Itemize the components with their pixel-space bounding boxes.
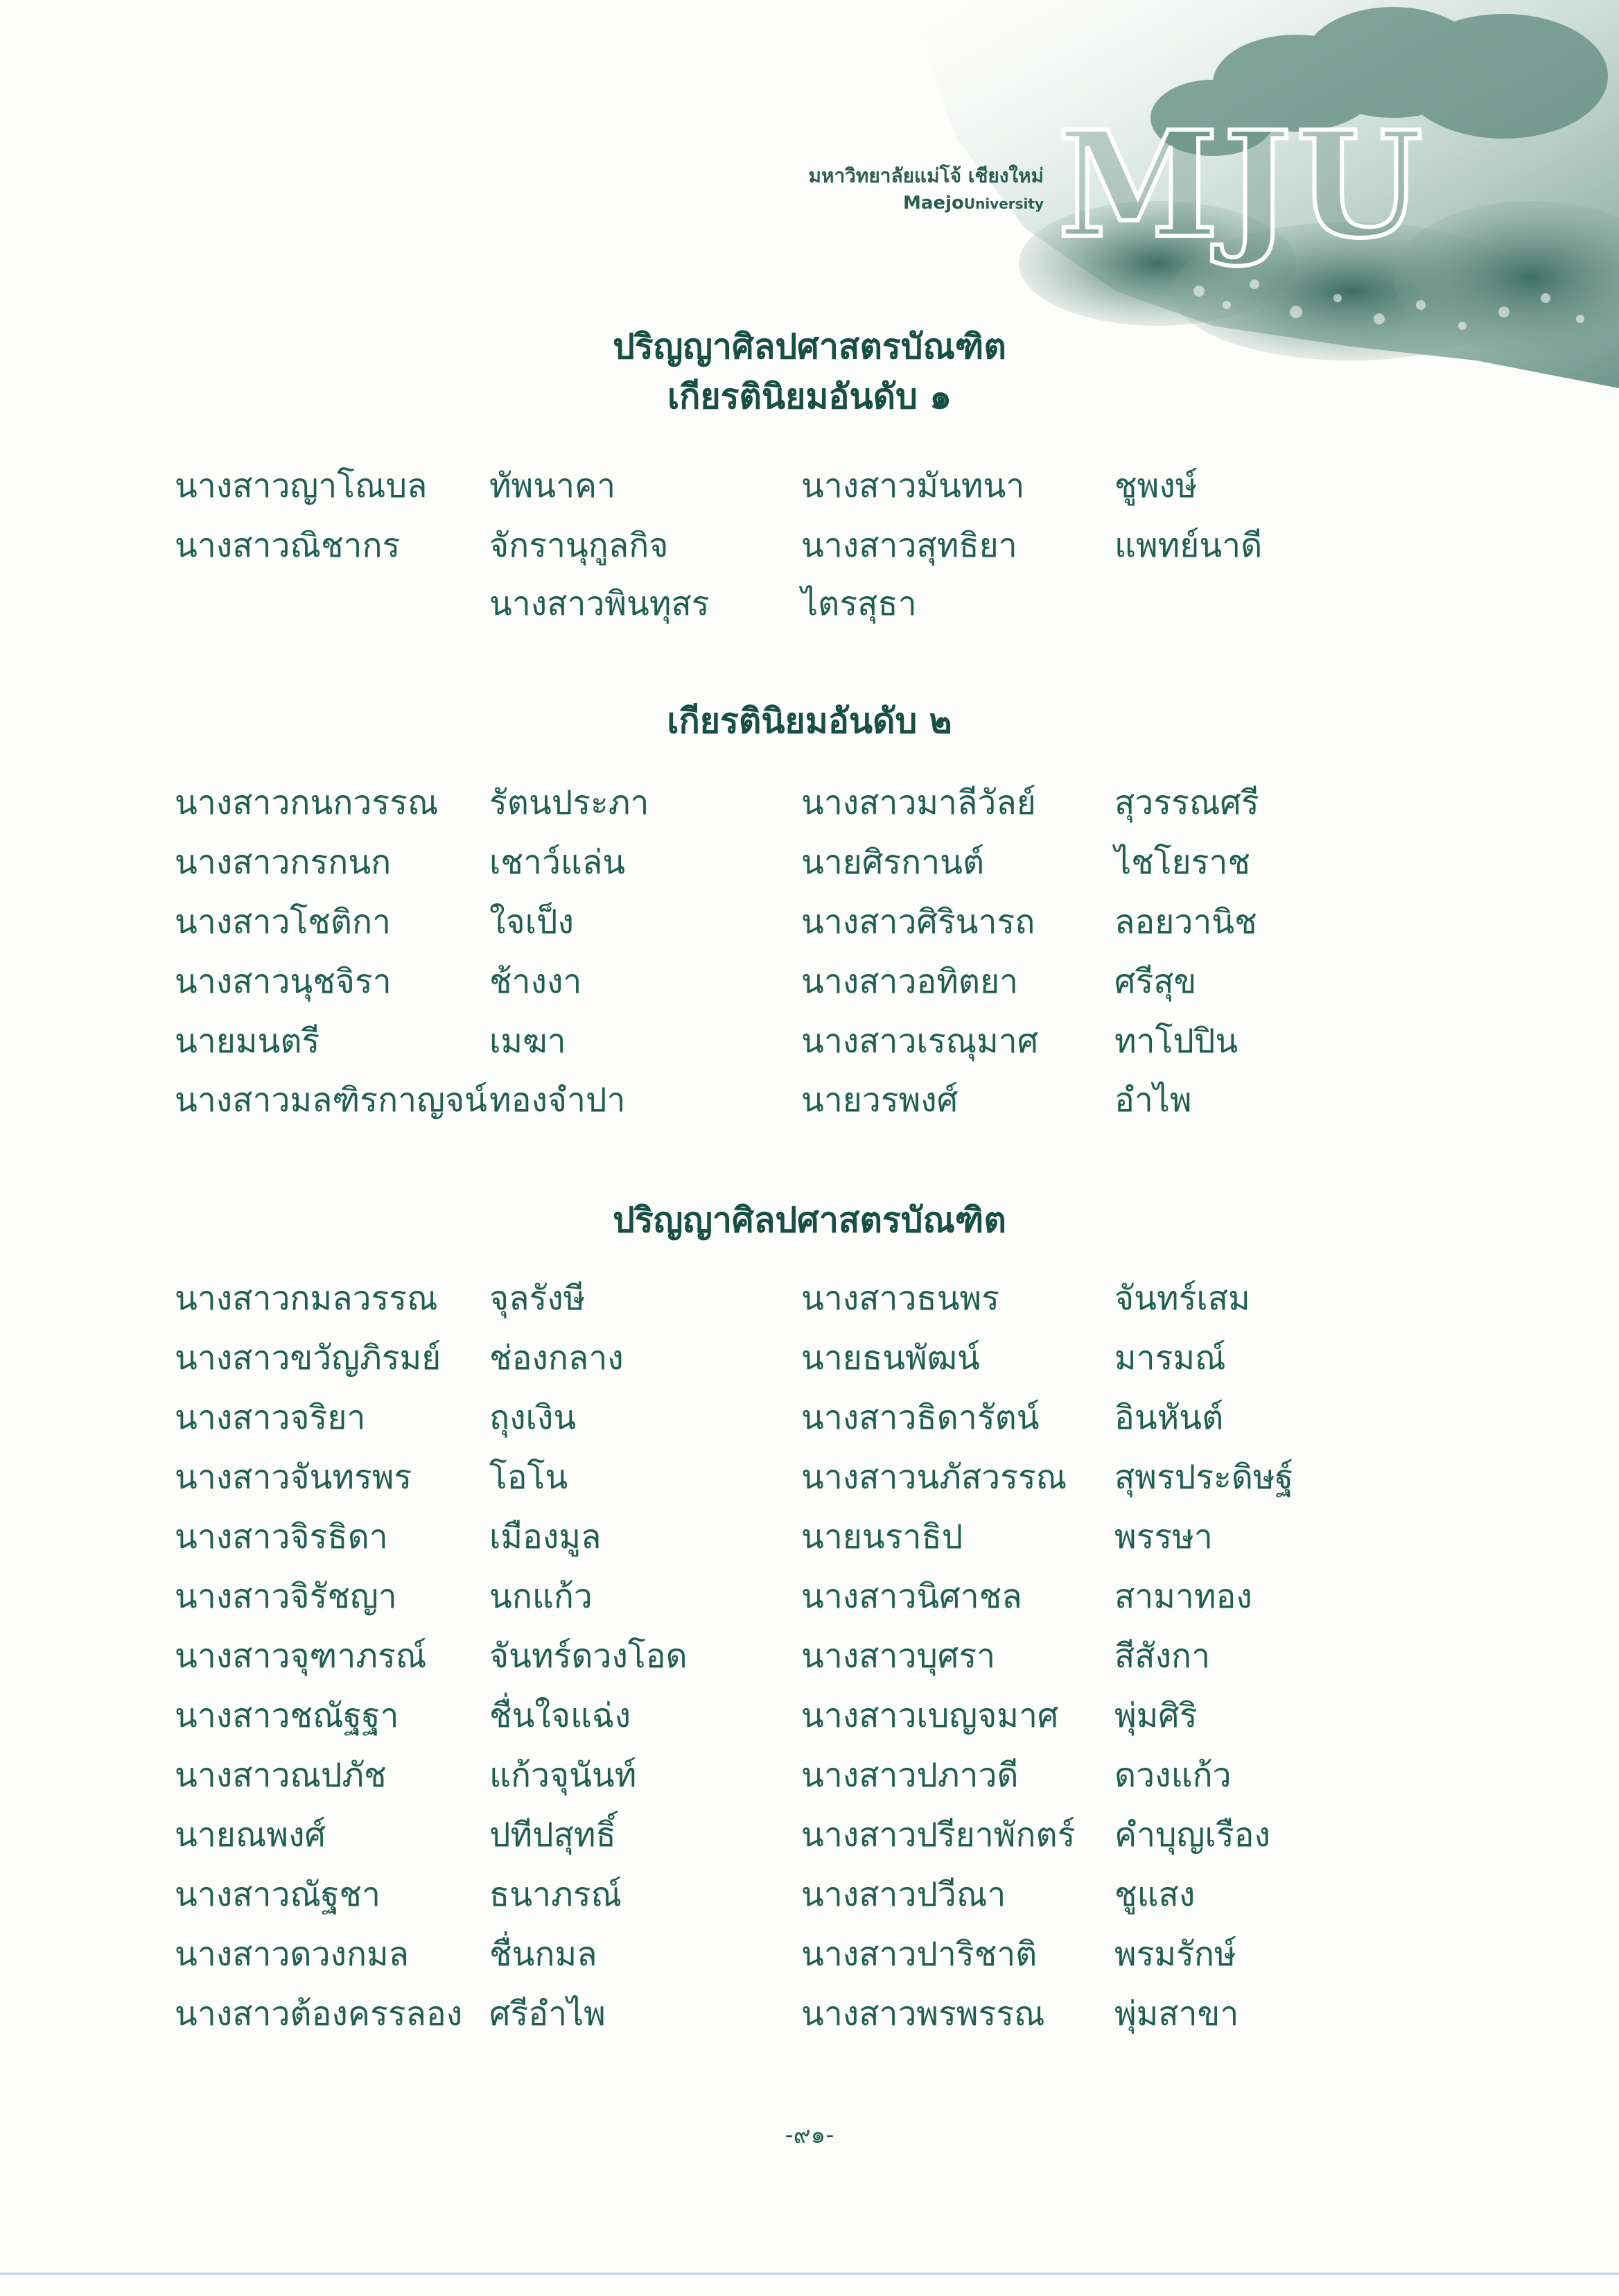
- first-name: นางสาวศิรินารถ: [801, 903, 1035, 941]
- first-name: นางสาวจิรธิดา: [175, 1517, 388, 1556]
- first-name: นางสาวมันทนา: [801, 467, 1025, 505]
- first-name: นางสาวมาลีวัลย์: [801, 783, 1036, 822]
- page-number: -๙๑-: [785, 2121, 834, 2149]
- surname: ไตรสุธา: [801, 584, 917, 623]
- first-name: นางสาวปวีณา: [801, 1875, 1006, 1914]
- first-name: นางสาวปภาวดี: [801, 1756, 1019, 1795]
- first-name: นายวรพงศ์: [801, 1081, 959, 1120]
- first-name: นางสาวกนกวรรณ: [175, 783, 439, 822]
- surname: ศรีอำไพ: [489, 1994, 606, 2033]
- list-item: [0, 583, 1619, 625]
- section-title-second-honors: เกียรตินิยมอันดับ ๒: [667, 701, 952, 741]
- list-item: [0, 1576, 1619, 1617]
- first-name: นางสาวกรกนก: [175, 843, 392, 882]
- list-item: [0, 525, 1619, 566]
- surname: เมฆา: [489, 1022, 566, 1061]
- surname: จักรานุกูลกิจ: [489, 526, 669, 565]
- first-name: นางสาวมลฑิรกาญจน์: [175, 1081, 487, 1120]
- first-name: นางสาวกมลวรรณ: [175, 1279, 438, 1318]
- surname: สามาทอง: [1114, 1577, 1252, 1616]
- surname: เชาว์แล่น: [489, 843, 626, 882]
- first-name: นายณพงศ์: [175, 1816, 326, 1854]
- first-name: นางสาวปรียาพักตร์: [801, 1816, 1076, 1854]
- first-name: นางสาวพรพรรณ: [801, 1994, 1045, 2033]
- surname: สุวรรณศรี: [1114, 783, 1259, 822]
- first-name: นางสาวดวงกมล: [175, 1935, 410, 1974]
- list-item: [0, 782, 1619, 824]
- surname: ใจเป็ง: [489, 903, 574, 941]
- list-item: [0, 1993, 1619, 2035]
- surname: ชูแสง: [1114, 1875, 1196, 1914]
- first-name: นางสาวนิศาชล: [801, 1577, 1022, 1616]
- surname: ศรีสุข: [1114, 962, 1197, 1001]
- first-name: นางสาวอทิตยา: [801, 962, 1019, 1001]
- first-name: นางสาวณปภัช: [175, 1756, 387, 1795]
- surname: ปทีปสุทธิ์: [489, 1816, 616, 1854]
- surname: ทาโปปิน: [1114, 1022, 1239, 1061]
- list-item: [0, 842, 1619, 883]
- surname: ไชโยราช: [1114, 843, 1250, 882]
- surname: ธนาภรณ์: [489, 1875, 622, 1914]
- surname: ชูพงษ์: [1114, 467, 1198, 505]
- list-item: [0, 961, 1619, 1002]
- surname: โอโน: [489, 1458, 568, 1497]
- first-name: นางสาวจิรัชญา: [175, 1577, 397, 1616]
- university-name-university: University: [963, 195, 1044, 212]
- list-item: [0, 1695, 1619, 1737]
- surname: มารมณ์: [1114, 1339, 1226, 1377]
- surname: พุ่มศิริ: [1114, 1696, 1198, 1735]
- list-item: [0, 1278, 1619, 1319]
- surname: ลอยวานิช: [1114, 903, 1257, 941]
- list-item: [0, 1456, 1619, 1498]
- first-name: นางสาวจุฑาภรณ์: [175, 1637, 427, 1676]
- first-name: นางสาวนุชจิรา: [175, 962, 392, 1001]
- section-title-ba-first-honors-line1: ปริญญาศิลปศาสตรบัณฑิต: [613, 327, 1006, 367]
- section-title-ba-first-honors-line2: เกียรตินิยมอันดับ ๑: [667, 376, 952, 417]
- first-name: นางสาวบุศรา: [801, 1637, 996, 1676]
- first-name: นางสาวเรณุมาศ: [801, 1022, 1039, 1061]
- first-name: นางสาวชณัฐฐา: [175, 1696, 399, 1735]
- surname: จันทร์เสม: [1114, 1279, 1250, 1318]
- first-name: นางสาวธิดารัตน์: [801, 1398, 1040, 1437]
- surname: พรรษา: [1114, 1517, 1213, 1556]
- first-name: นางสาวปาริชาติ: [801, 1935, 1038, 1974]
- first-name: นางสาวณัฐชา: [175, 1875, 380, 1914]
- list-item: [0, 901, 1619, 943]
- first-name: นายศิรกานต์: [801, 843, 985, 882]
- list-item: [0, 1755, 1619, 1796]
- surname: รัตนประภา: [489, 783, 649, 822]
- first-name: นางสาวจริยา: [175, 1398, 366, 1437]
- list-item: [0, 1635, 1619, 1677]
- first-name: นางสาวญาโณบล: [175, 467, 428, 505]
- first-name: นางสาวพินทุสร: [489, 584, 710, 623]
- surname: พุ่มสาขา: [1114, 1994, 1239, 2033]
- list-item: [0, 1933, 1619, 1975]
- surname: ถุงเงิน: [489, 1398, 577, 1437]
- list-item: [0, 1874, 1619, 1915]
- surname: สุพรประดิษฐ์: [1114, 1458, 1294, 1497]
- section-title-ba: ปริญญาศิลปศาสตรบัณฑิต: [613, 1200, 1006, 1240]
- surname: ดวงแก้ว: [1114, 1756, 1232, 1795]
- surname: พรมรักษ์: [1114, 1935, 1236, 1974]
- bottom-divider: [0, 2272, 1619, 2275]
- surname: อำไพ: [1114, 1081, 1192, 1120]
- first-name: นางสาวจันทรพร: [175, 1458, 412, 1497]
- surname: ทัพนาคา: [489, 467, 616, 505]
- list-item: [0, 1814, 1619, 1856]
- mju-logo-text: MJU: [1058, 99, 1427, 270]
- surname: อินหันต์: [1114, 1398, 1224, 1437]
- first-name: นางสาวเบญจมาศ: [801, 1696, 1059, 1735]
- list-item: [0, 1020, 1619, 1062]
- first-name: นางสาวสุทธิยา: [801, 526, 1017, 565]
- university-name-thai: มหาวิทยาลัยแม่โจ้ เชียงใหม่: [808, 164, 1044, 187]
- surname: ทองจำปา: [489, 1081, 626, 1120]
- first-name: นางสาวต้องครรลอง: [175, 1994, 463, 2033]
- surname: แพทย์นาดี: [1114, 526, 1263, 565]
- first-name: นายธนพัฒน์: [801, 1339, 980, 1377]
- first-name: นางสาวณิชากร: [175, 526, 401, 565]
- list-item: [0, 1516, 1619, 1558]
- first-name: นางสาวโชติกา: [175, 903, 391, 941]
- surname: แก้วจุนันท์: [489, 1756, 637, 1795]
- list-item: [0, 465, 1619, 507]
- surname: จันทร์ดวงโอด: [489, 1637, 688, 1676]
- surname: ชื่นใจแฉ่ง: [489, 1696, 631, 1735]
- first-name: นางสาวขวัญภิรมย์: [175, 1339, 441, 1377]
- list-item: [0, 1397, 1619, 1438]
- first-name: นางสาวนภัสวรรณ: [801, 1458, 1067, 1497]
- surname: จุลรังษี: [489, 1279, 586, 1318]
- surname: ชื่นกมล: [489, 1935, 597, 1974]
- surname: สีสังกา: [1114, 1637, 1211, 1676]
- surname: นกแก้ว: [489, 1577, 593, 1616]
- list-item: [0, 1337, 1619, 1379]
- university-name-maejo: Maejo: [903, 193, 964, 214]
- surname: คำบุญเรือง: [1114, 1816, 1270, 1854]
- surname: ช่องกลาง: [489, 1339, 624, 1377]
- surname: ช้างงา: [489, 962, 582, 1001]
- surname: เมืองมูล: [489, 1517, 602, 1556]
- list-item: [0, 1079, 1619, 1121]
- first-name: นายมนตรี: [175, 1022, 320, 1061]
- first-name: นางสาวธนพร: [801, 1279, 999, 1318]
- first-name: นายนราธิป: [801, 1517, 963, 1556]
